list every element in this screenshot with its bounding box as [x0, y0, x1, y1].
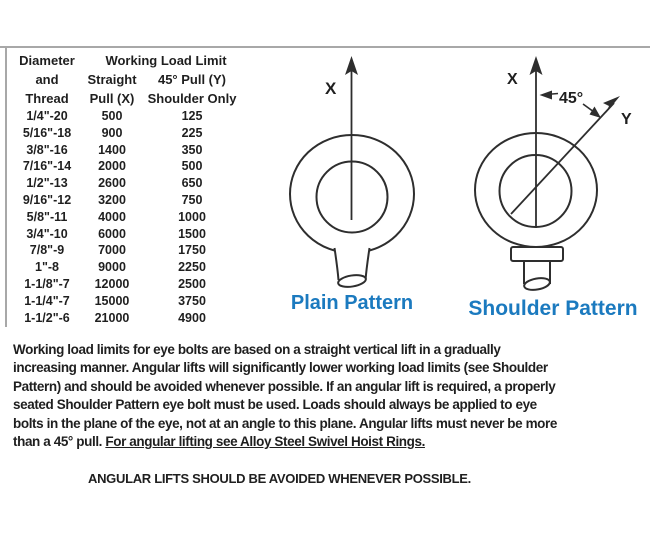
- cell-straight: 1400: [98, 142, 126, 157]
- hoist-rings-reference-link[interactable]: For angular lifting see Alloy Steel Swivel Hoist Rings.: [105, 434, 425, 450]
- paragraph-line: seated Shoulder Pattern eye bolt must be used. Loads should always be applied to eye: [13, 397, 537, 413]
- shank-end: [523, 276, 551, 291]
- table-row: [8, 259, 254, 276]
- col-diameter-header: and: [35, 72, 59, 87]
- table-header-row-3: [8, 89, 254, 108]
- table-row: [8, 158, 254, 175]
- cell-size: 3/4"-10: [26, 226, 68, 241]
- shoulder-pattern-caption: Shoulder Pattern: [468, 297, 638, 320]
- cell-angular: 650: [181, 176, 203, 191]
- cell-angular: 750: [181, 192, 203, 207]
- cell-size: 1-1/2"-6: [24, 310, 70, 325]
- y-axis-label: Y: [621, 111, 632, 128]
- col-diameter-header: Diameter: [19, 53, 75, 68]
- cell-straight: 15000: [94, 293, 130, 308]
- cell-straight: 9000: [98, 260, 126, 275]
- cell-angular: 350: [181, 142, 203, 157]
- cell-angular: 1750: [178, 243, 206, 258]
- paragraph-line: bolts in the plane of the eye, not at an angle to this plane. Angular lifts must never be more: [13, 415, 557, 431]
- cell-straight: 12000: [94, 276, 130, 291]
- cell-straight: 500: [101, 109, 123, 123]
- paragraph-line: Pattern) and should be avoided whenever possible. If an angular lift is required, a properly: [13, 378, 556, 394]
- col-straight-pull-header: Straight: [87, 72, 137, 87]
- cell-straight: 4000: [98, 209, 126, 224]
- working-load-limit-header: Working Load Limit: [105, 53, 227, 68]
- y-axis-arrowhead: [603, 96, 620, 113]
- y-axis-arrow: [511, 103, 614, 214]
- cell-straight: 7000: [98, 243, 126, 258]
- cell-straight: 2000: [98, 159, 126, 174]
- cell-size: 7/16"-14: [22, 159, 72, 174]
- table-row: [8, 125, 254, 142]
- table-row: [8, 310, 254, 327]
- shoulder-pattern-eyebolt-diagram: [455, 50, 650, 298]
- table-row: [8, 276, 254, 293]
- paragraph-line-prefix: than a 45° pull.: [13, 434, 106, 450]
- cell-angular: 2250: [178, 260, 206, 275]
- cell-size: 1-1/4"-7: [24, 293, 70, 308]
- cell-straight: 2600: [98, 176, 126, 191]
- cell-size: 1/4"-20: [26, 109, 68, 123]
- cell-angular: 125: [181, 109, 203, 123]
- x-axis-label: X: [325, 79, 337, 98]
- plain-pattern-eyebolt-diagram: [280, 50, 430, 295]
- cell-straight: 21000: [94, 310, 130, 325]
- body-paragraph: [13, 341, 557, 451]
- cell-size: 5/16"-18: [22, 125, 72, 140]
- cell-size: 1"-8: [35, 260, 59, 275]
- cell-straight: 900: [101, 125, 123, 140]
- cell-size: 3/8"-16: [26, 142, 68, 157]
- cell-angular: 500: [181, 159, 203, 174]
- cell-size: 9/16"-12: [22, 192, 72, 207]
- top-divider-line: [0, 46, 650, 48]
- cell-size: 5/8"-11: [26, 209, 68, 224]
- paragraph-line: [13, 433, 557, 451]
- table-row: [8, 108, 254, 125]
- col-45-pull-header: 45° Pull (Y): [157, 72, 227, 87]
- cell-angular: 2500: [178, 276, 206, 291]
- warning-text: ANGULAR LIFTS SHOULD BE AVOIDED WHENEVER POSSIBLE.: [88, 471, 471, 486]
- table-row: [8, 209, 254, 226]
- cell-size: 1-1/8"-7: [24, 276, 70, 291]
- shank-end: [337, 273, 366, 288]
- cell-angular: 225: [181, 125, 203, 140]
- shoulder-flange: [511, 247, 563, 261]
- cell-size: 1/2"-13: [26, 176, 68, 191]
- plain-pattern-caption: Plain Pattern: [290, 292, 414, 314]
- col-straight-pull-header: Pull (X): [89, 91, 135, 106]
- col-diameter-header: Thread: [25, 91, 69, 106]
- angle-pointer-left-arrowhead: [540, 91, 553, 100]
- cell-angular: 1500: [178, 226, 206, 241]
- table-row: [8, 192, 254, 209]
- table-row: [8, 242, 254, 259]
- table-row: [8, 226, 254, 243]
- angle-label: 45°: [559, 90, 584, 107]
- cell-angular: 4900: [178, 310, 206, 325]
- table-header-row-2: [8, 70, 254, 89]
- cell-size: 7/8"-9: [29, 243, 65, 258]
- cell-straight: 6000: [98, 226, 126, 241]
- paragraph-line: increasing manner. Angular lifts will significantly lower working load limits (see Shoulder: [13, 360, 548, 376]
- angle-pointer-right-arrowhead: [590, 107, 602, 119]
- cell-angular: 1000: [178, 209, 206, 224]
- working-load-limit-table: [8, 51, 254, 326]
- table-header-row-1: [8, 51, 254, 70]
- table-row: [8, 142, 254, 159]
- cell-straight: 3200: [98, 192, 126, 207]
- paragraph-line: Working load limits for eye bolts are based on a straight vertical lift in a gradually: [13, 342, 501, 357]
- table-left-border: [5, 46, 7, 327]
- cell-angular: 3750: [178, 293, 206, 308]
- x-axis-label: X: [507, 71, 518, 88]
- col-45-pull-header: Shoulder Only: [147, 91, 237, 106]
- table-row: [8, 175, 254, 192]
- table-row: [8, 293, 254, 310]
